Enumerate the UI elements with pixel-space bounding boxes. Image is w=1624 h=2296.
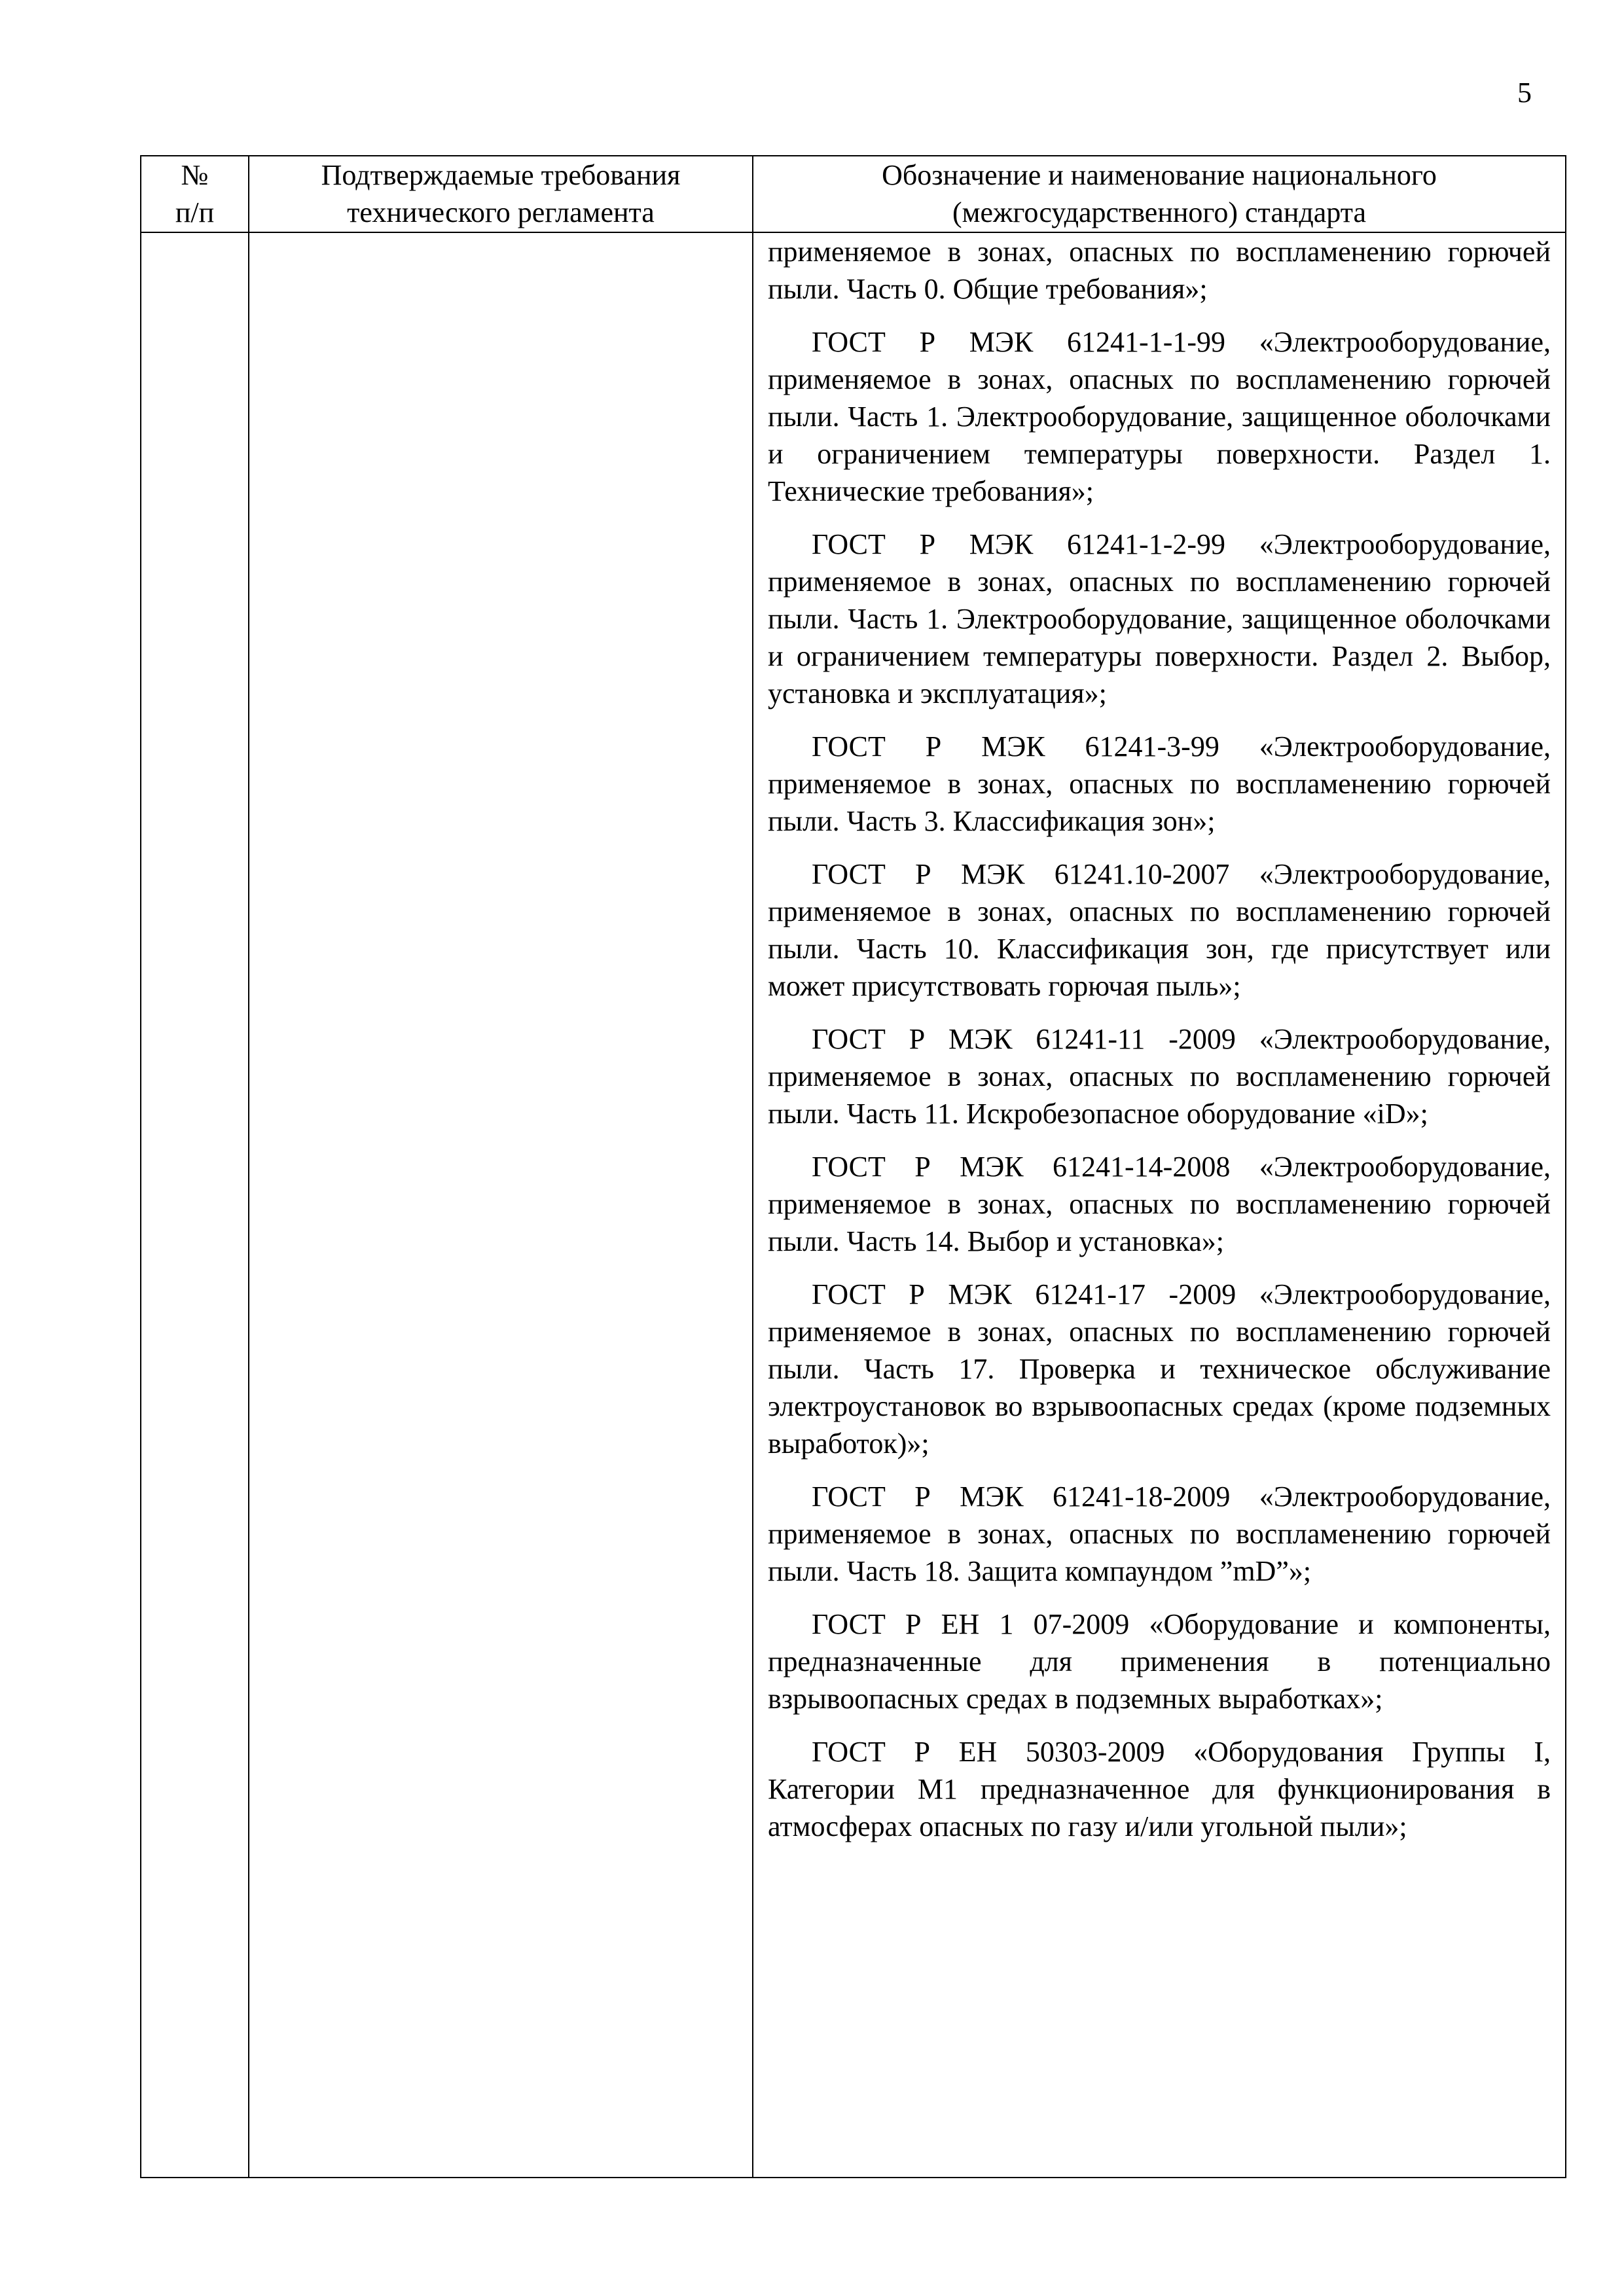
standard-item: ГОСТ Р МЭК 61241-14-2008 «Электрооборудование, применяемое в зонах, опасных по воспламенению горючей пыли. Часть 14. Выбор и установка»; [768,1151,1551,1257]
header-standard-line-1: Обозначение и наименование национального [882,159,1437,191]
standard-item: ГОСТ Р ЕН 1 07-2009 «Оборудование и компоненты, предназначенные для применения в потенциально взрывоопасных средах в подземных выработках»; [768,1608,1551,1715]
table-row [141,232,1566,2178]
header-number-line-2: п/п [175,196,215,228]
cell-requirements [249,232,753,2178]
standard-item: ГОСТ Р МЭК 61241.10-2007 «Электрооборудование, применяемое в зонах, опасных по воспламенению горючей пыли. Часть 10. Классификация зон, где присутствует или может присутствовать горючая пыль»; [768,858,1551,1002]
standard-item: ГОСТ Р МЭК 61241-18-2009 «Электрооборудование, применяемое в зонах, опасных по воспламенению горючей пыли. Часть 18. Защита компаундом ”mD”»; [768,1480,1551,1587]
cell-number [141,232,249,2178]
header-number-line-1: № [181,159,209,191]
cell-standards [753,232,1566,2178]
header-requirements-line-2: технического регламента [347,196,655,228]
standard-item: применяемое в зонах, опасных по воспламенению горючей пыли. Часть 0. Общие требования»; [768,236,1551,305]
standards-list [753,233,1565,1845]
header-number [141,156,249,232]
header-standard-line-2: (межгосударственного) стандарта [952,196,1367,228]
header-requirements [249,156,753,232]
standard-item: ГОСТ Р МЭК 61241-11 -2009 «Электрооборудование, применяемое в зонах, опасных по воспламенению горючей пыли. Часть 11. Искробезопасное оборудование «iD»; [768,1023,1551,1130]
standard-item: ГОСТ Р МЭК 61241-1-1-99 «Электрооборудование, применяемое в зонах, опасных по воспламенению горючей пыли. Часть 1. Электрооборудование, защищенное оболочками и ограничением температуры поверхности. Раздел 1. Технические требования»; [768,326,1551,507]
table-header-row [141,156,1566,232]
standard-item: ГОСТ Р МЭК 61241-1-2-99 «Электрооборудование, применяемое в зонах, опасных по воспламенению горючей пыли. Часть 1. Электрооборудование, защищенное оболочками и ограничением температуры поверхности. Раздел 2. Выбор, установка и эксплуатация»; [768,528,1551,709]
standard-item: ГОСТ Р ЕН 50303-2009 «Оборудования Группы I, Категории M1 предназначенное для функционирования в атмосферах опасных по газу и/или угольной пыли»; [768,1736,1551,1842]
standard-item: ГОСТ Р МЭК 61241-17 -2009 «Электрооборудование, применяемое в зонах, опасных по воспламенению горючей пыли. Часть 17. Проверка и техническое обслуживание электроустановок во взрывоопасных средах (кроме подземных выработок)»; [768,1278,1551,1460]
header-requirements-line-1: Подтверждаемые требования [321,159,681,191]
standards-table [140,155,1566,2178]
standard-item: ГОСТ Р МЭК 61241-3-99 «Электрооборудование, применяемое в зонах, опасных по воспламенению горючей пыли. Часть 3. Классификация зон»; [768,730,1551,837]
page-number: 5 [1517,77,1532,109]
header-standard [753,156,1566,232]
